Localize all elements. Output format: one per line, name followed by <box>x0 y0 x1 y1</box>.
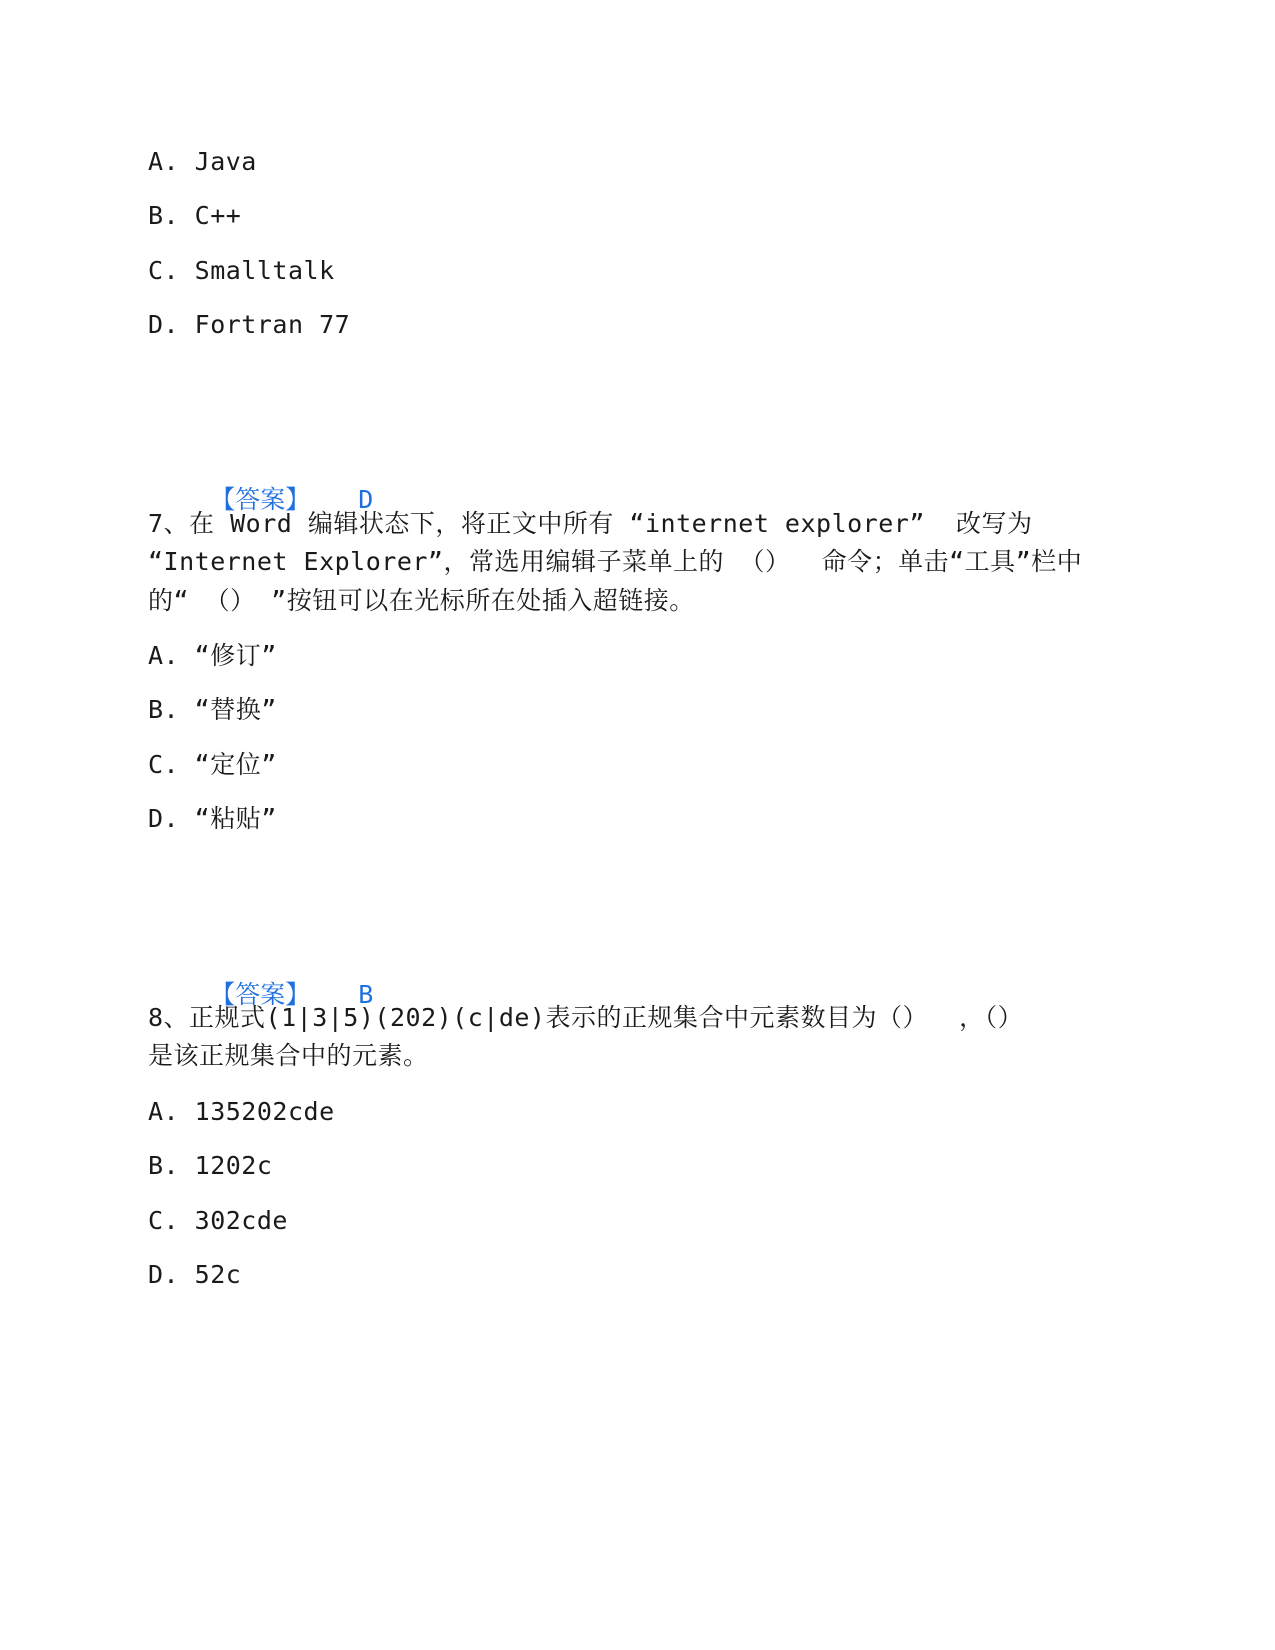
answer-letter: D <box>358 485 374 514</box>
q7-stem-line-1: 7、在 Word 编辑状态下，将正文中所有 “internet explorer” 改写为 <box>148 509 1033 538</box>
q7-stem-line-3: 的“ （） ”按钮可以在光标所在处插入超链接。 <box>148 586 695 615</box>
q7-option-b: B. “替换” <box>148 695 277 724</box>
q7-option-d: D. “粘贴” <box>148 804 277 833</box>
q6-option-d: D. Fortran 77 <box>148 310 351 339</box>
q7-option-a: A. “修订” <box>148 641 277 670</box>
q8-option-b: B. 1202c <box>148 1151 273 1180</box>
q6-option-a: A. Java <box>148 147 257 176</box>
q8-option-a: A. 135202cde <box>148 1097 335 1126</box>
q8-stem-line-1: 8、正规式(1|3|5)(202)(c|de)表示的正规集合中元素数目为（） ，（） <box>148 1003 1024 1032</box>
q8-option-c: C. 302cde <box>148 1206 288 1235</box>
q6-option-b: B. C++ <box>148 201 242 230</box>
answer-label: 【答案】 <box>210 980 311 1009</box>
q7-option-c: C. “定位” <box>148 750 277 779</box>
q8-stem-line-2: 是该正规集合中的元素。 <box>148 1041 429 1070</box>
q7-stem-line-2: “Internet Explorer”，常选用编辑子菜单上的 （） 命令；单击“工具”栏中 <box>148 547 1083 576</box>
answer-label: 【答案】 <box>210 485 311 514</box>
answer-letter: B <box>358 980 374 1009</box>
q6-option-c: C. Smalltalk <box>148 256 335 285</box>
q8-option-d: D. 52c <box>148 1260 242 1289</box>
